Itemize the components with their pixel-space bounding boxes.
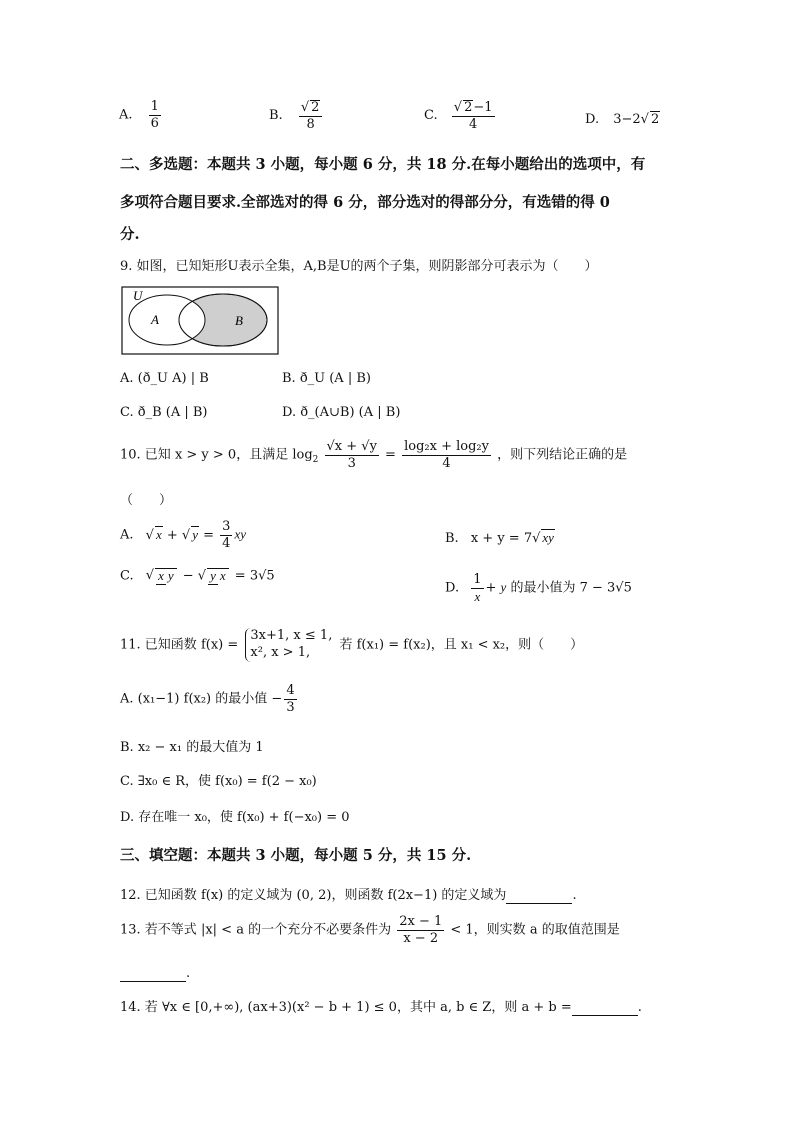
q8-option-b: B. $\frac{√ 2}{8}$ xyxy=(269,100,324,131)
q9-option-d: D. ð_(A∪B) (A | B) xyxy=(282,405,401,420)
q11-option-b: B. x₂ − x₁ 的最大值为 1 xyxy=(120,740,264,755)
q10-option-a: A. √ x + √ y = $\frac{3}{4}$ xy xyxy=(120,519,246,551)
venn-label-u: U xyxy=(133,288,143,303)
q9-option-c: C. ð_B (A | B) xyxy=(120,405,208,420)
q11-option-a: A. (x₁−1) f(x₂) 的最小值 − $\frac{4}{3}$ xyxy=(120,683,295,715)
q8-option-c: C. $\frac{√ 2-1}{4}$ xyxy=(424,100,493,132)
q12-answer-blank[interactable] xyxy=(506,888,572,904)
q8-option-a: A. $\frac{1}{6}$ xyxy=(119,99,159,131)
q10-paren: （ ） xyxy=(120,493,173,508)
q10-stem: 10. 已知 x > y > 0，且满足 $\log_2$ $\frac{√x + √y}{3}$ = $\frac{\text{log₂x + log₂y}}{4}$ ，则下列结论正确的是 xyxy=(120,439,628,471)
q11-option-d: D. 存在唯一 x₀，使 f(x₀) + f(−x₀) = 0 xyxy=(120,810,350,825)
section2-line2: 多项符合题目要求.全部选对的得 6 分，部分选对的得部分分，有选错的得 0 xyxy=(120,194,610,211)
section2-line3: 分. xyxy=(120,226,140,243)
q11-option-c: C. ∃x₀ ∈ R，使 f(x₀) = f(2 − x₀) xyxy=(120,774,317,789)
q9-option-a: A. (ð_U A) | B xyxy=(120,371,209,386)
venn-label-a: A xyxy=(151,312,159,327)
q12-text: 12. 已知函数 f(x) 的定义域为 (0, 2)，则函数 f(2x−1) 的定义域为 . xyxy=(120,888,577,903)
q14-text: 14. 若 ∀x ∈ [0,+∞), (ax+3)(x² − b + 1) ≤ 0，其中 a, b ∈ Z，则 a + b = . xyxy=(120,1000,642,1015)
q10-option-b: B. x + y = 7√ xy xyxy=(445,530,554,546)
q9-stem: 9. 如图，已知矩形U表示全集，A,B是U的两个子集，则阴影部分可表示为（ ） xyxy=(120,259,598,274)
q13-text: 13. 若不等式 |x| < a 的一个充分不必要条件为 $\frac{2x - 1}{x - 2}$ < 1，则实数 a 的取值范围是 xyxy=(120,914,620,946)
q8-option-d: D. 3−2√ 2 xyxy=(585,112,660,127)
q9-option-b: B. ð_U (A | B) xyxy=(282,371,371,386)
venn-diagram xyxy=(121,286,279,356)
q14-answer-blank[interactable] xyxy=(572,1000,638,1016)
q13-answer-blank[interactable] xyxy=(120,966,186,982)
q10-option-c: C. √ x y − √ y x = 3√5 xyxy=(120,568,275,584)
q11-stem: 11. 已知函数 f(x) = 3x+1, x ≤ 1, x², x > 1, 若 f(x₁) = f(x₂)，且 x₁ < x₂，则（ ） xyxy=(120,628,584,660)
venn-label-b: B xyxy=(235,313,243,328)
section2-line1: 二、多选题：本题共 3 小题，每小题 6 分，共 18 分.在每小题给出的选项中，有 xyxy=(120,156,646,173)
q13-answer-line: . xyxy=(120,966,190,982)
section3-title: 三、填空题：本题共 3 小题，每小题 5 分，共 15 分. xyxy=(120,847,472,864)
q10-option-d: D. $\frac{1}{x}$ + y 的最小值为 7 − 3√5 xyxy=(445,572,632,604)
